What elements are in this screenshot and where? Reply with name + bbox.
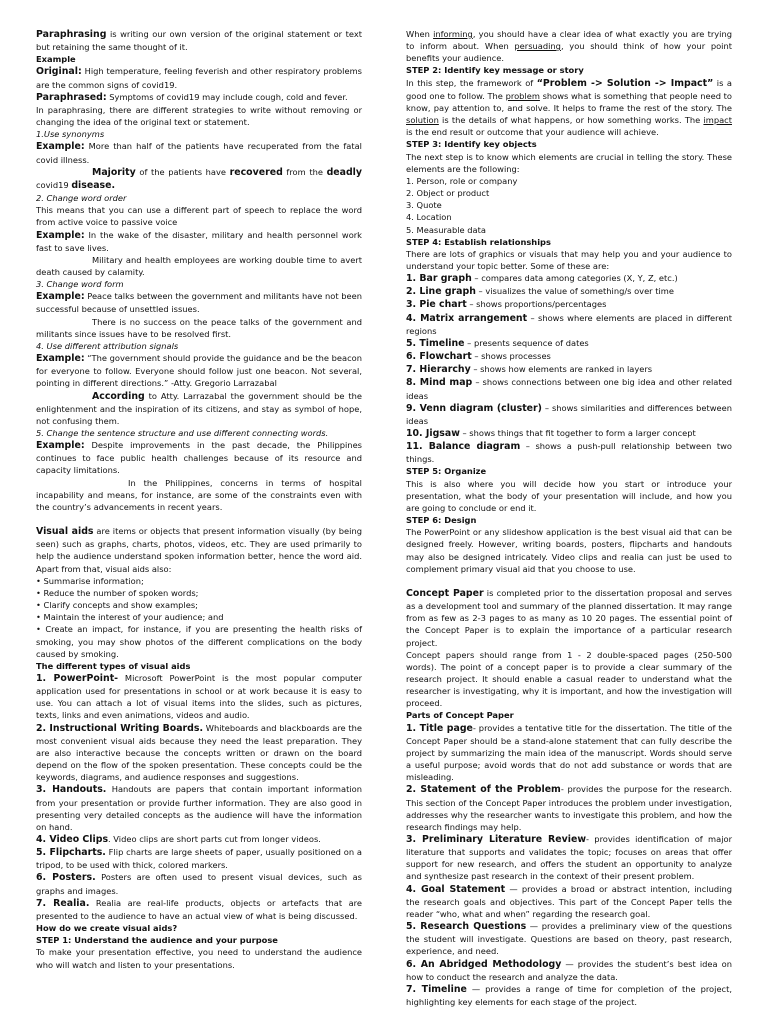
bold-text: 3. Handouts. <box>36 784 107 796</box>
text-run: To make your presentation effective, you need to understand the audience who will watch and listen to your presentations. <box>36 947 362 970</box>
text-run: - provides identification of major literature that supports and validates the topic; focuses on areas that offer support for new research, and offers the student an opportunity to analyze and synthesize past research in the context of their present problem. <box>406 834 732 882</box>
paragraph <box>36 934 362 946</box>
paragraph <box>406 958 732 983</box>
underlined-text: informing <box>433 29 473 39</box>
text-run: • Maintain the interest of your audience; and <box>36 612 224 623</box>
bold-text: How do we create visual aids? <box>36 923 178 934</box>
paragraph <box>406 722 732 784</box>
paragraph <box>406 298 732 311</box>
text-run: – shows connections between one big idea and other related ideas <box>406 377 732 401</box>
text-run: from the <box>282 166 327 177</box>
bold-text: 11. Balance diagram <box>406 441 521 453</box>
text-run: – visualizes the value of something/s over time <box>475 286 674 297</box>
bold-text: 2. Instructional Writing Boards. <box>36 722 204 734</box>
paragraph <box>406 478 732 514</box>
text-run: — provides a preliminary view of the questions the student will investigate. Questions are based on theory, past research, experience, and need. <box>406 921 732 957</box>
bold-text: STEP 1: Understand the audience and your purpose <box>36 935 278 946</box>
paragraph <box>406 783 732 833</box>
bold-text: 10. Jigsaw <box>406 428 460 439</box>
underlined-text: persuading <box>514 41 561 52</box>
text-run: Military and health employees are working double time to avert death caused by calamity. <box>36 254 362 277</box>
text-run: – shows similarities and differences between ideas <box>406 402 732 426</box>
paragraph <box>36 922 362 934</box>
bold-text: 7. Timeline <box>406 983 467 995</box>
bold-text: 1. Title page <box>406 722 473 734</box>
bold-text: Visual aids <box>36 526 94 538</box>
text-run: The next step is to know which elements are crucial in telling the story. These elements are the following: <box>406 151 732 174</box>
paragraph <box>36 290 362 315</box>
underlined-text: solution <box>406 115 439 126</box>
paragraph <box>36 897 362 922</box>
bold-text: Concept Paper <box>406 587 484 599</box>
paragraph <box>406 465 732 477</box>
bold-text: Paraphrasing <box>36 29 107 40</box>
bold-text: 4. Video Clips <box>36 834 109 845</box>
paragraph <box>36 846 362 871</box>
text-run: High temperature, feeling feverish and other respiratory problems are the common signs of covid19. <box>36 66 362 90</box>
bold-text: According <box>92 390 145 402</box>
bold-text: Example: <box>36 141 85 153</box>
text-run: There is no success on the peace talks of the government and militants since issues have to be resolved first. <box>36 316 362 339</box>
bold-text: recovered <box>229 166 283 178</box>
bold-text: STEP 6: Design <box>406 515 477 526</box>
text-run: – shows how elements are ranked in layers <box>470 364 653 375</box>
paragraph <box>406 427 732 440</box>
text-run: – presents sequence of dates <box>464 337 589 348</box>
paragraph <box>36 477 362 513</box>
bold-text: Example: <box>36 229 85 241</box>
bold-text: Majority <box>92 166 136 178</box>
text-run: – compares data among categories (X, Y, Z, etc.) <box>471 273 678 284</box>
paragraph <box>406 514 732 526</box>
bold-text: 8. Mind map <box>406 377 473 389</box>
text-run: — provides a broad or abstract intention, including the research goals and objectives. This part of the Concept Paper tells the reader “who, what and when” regarding the research goal. <box>406 883 732 919</box>
bold-text: Example: <box>36 440 85 452</box>
text-run: is the end result or outcome that your audience will achieve. <box>406 127 659 138</box>
paragraph <box>36 352 362 389</box>
paragraph <box>36 722 362 784</box>
paragraph <box>406 211 732 223</box>
paragraph <box>406 236 732 248</box>
bold-text: deadly <box>326 166 362 178</box>
italic-text: 2. Change word order <box>36 193 127 204</box>
paragraph <box>406 199 732 211</box>
text-run: 4. Location <box>406 212 452 223</box>
text-run: Whiteboards and blackboards are the most convenient visual aids because they need the least preparation. They are also interactive because the concepts written or drawn on the board depend on the flow of the spoken presentation. These concepts could be the keywords, diagrams, and audience responses and suggestions. <box>36 722 362 783</box>
paragraph <box>36 192 362 204</box>
text-run: — provides a range of time for completion of the project, highlighting key elements for each stage of the project. <box>406 983 732 1008</box>
text-run: covid19 <box>36 179 72 190</box>
text-run: is the details of what happens, or how something works. The <box>438 115 704 126</box>
paragraph <box>406 64 732 76</box>
paragraph <box>36 833 362 846</box>
text-run: Concept papers should range from 1 - 2 double-spaced pages (250-500 words). The point of a concept paper is to provide a clear summary of the research project. It should enable a casual reader to understand what the researcher is investigating, why it is important, and how the investigation will proceed. <box>406 649 732 709</box>
text-run: – shows things that fit together to form a larger concept <box>459 428 696 438</box>
paragraph <box>406 709 732 721</box>
paragraph <box>406 402 732 427</box>
paragraph <box>36 946 362 970</box>
bold-text: 4. Matrix arrangement <box>406 312 528 324</box>
text-run: There are lots of graphics or visuals that may help you and your audience to understand your topic better. Some of these are: <box>406 248 732 271</box>
bold-text: STEP 3: Identify key objects <box>406 139 537 150</box>
paragraph <box>36 28 362 53</box>
text-run: . Video clips are short parts cut from longer videos. <box>108 834 321 844</box>
paragraph <box>406 175 732 187</box>
paragraph <box>36 340 362 352</box>
text-run: , you should think of how your point benefits your audience. <box>406 41 732 64</box>
text-run: When <box>406 29 434 39</box>
left-column <box>36 28 362 971</box>
text-run: Flip charts are large sheets of paper, usually positioned on a tripod, to be used with thick, colored markers. <box>36 847 362 871</box>
bold-text: 4. Goal Statement <box>406 883 506 895</box>
text-run: , you should have a clear idea of what exactly you are trying to inform about. When <box>406 29 732 52</box>
paragraph <box>36 316 362 340</box>
bold-text: “Problem -> Solution -> Impact” <box>536 77 714 89</box>
paragraph <box>406 363 732 376</box>
paragraph <box>406 337 732 350</box>
paragraph <box>36 254 362 278</box>
bold-text: 6. Posters. <box>36 872 96 884</box>
bold-text: 7. Realia. <box>36 897 90 909</box>
paragraph <box>36 599 362 611</box>
text-run: is a good one to follow. The <box>406 77 732 101</box>
paragraph <box>406 526 732 575</box>
text-run: This is also where you will decide how you start or introduce your presentation, what the body of your presentation will include, and how you are going to conclude or end it. <box>406 478 732 513</box>
paragraph <box>36 660 362 672</box>
text-run: This means that you can use a different part of speech to replace the word from active voice to passive voice <box>36 205 362 228</box>
paragraph <box>36 611 362 623</box>
text-run: Symptoms of covid19 may include cough, cold and fever. <box>106 91 348 102</box>
section-gap <box>36 513 362 525</box>
text-run: Handouts are papers that contain important information from your presentation or provide further information. They are also good in presenting very detailed concepts as the audience will have the information on hand. <box>36 784 362 832</box>
paragraph <box>406 440 732 465</box>
paragraph <box>36 140 362 165</box>
text-run: are items or objects that present information visually (by being seen) such as graphs, charts, photos, videos, etc. They are used primarily to help the audience understand spoken information better, hence the word aid. Apart from that, visual aids also: <box>36 526 362 574</box>
text-run: Peace talks between the government and militants have not been successful because of unsettled issues. <box>36 291 362 315</box>
text-run: – shows a push-pull relationship between two things. <box>406 441 732 465</box>
bold-text: 1. PowerPoint- <box>36 672 119 684</box>
bold-text: 9. Venn diagram (cluster) <box>406 402 542 414</box>
paragraph <box>406 28 732 64</box>
text-run: In paraphrasing, there are different strategies to write without removing or changing the idea of the original text or statement. <box>36 104 362 128</box>
text-run: to Atty. Larrazabal the government should be the enlightenment and the inspiration of its citizens, and stay as symbol of hope, not confusing them. <box>36 390 362 426</box>
bold-text: Paraphrased: <box>36 91 107 103</box>
text-run: • Summarise information; <box>36 575 144 586</box>
paragraph <box>406 883 732 920</box>
bold-text: 3. Preliminary Literature Review <box>406 834 586 845</box>
paragraph <box>406 350 732 363</box>
bold-text: 5. Flipcharts. <box>36 847 106 859</box>
text-run: – shows where elements are placed in different regions <box>406 312 732 336</box>
text-run: In the wake of the disaster, military and health personnel work fast to save lives. <box>36 229 362 253</box>
bold-text: Example: <box>36 353 85 365</box>
text-run: In this step, the framework of <box>406 77 537 88</box>
bold-text: Example: <box>36 291 85 303</box>
text-run: Microsoft PowerPoint is the most popular computer application used for presentations in school or at work because it is easy to use. You can attach a lot of visual items into the slides, such as pictures, texts, links and even animations, videos and audio. <box>36 672 362 721</box>
paragraph <box>406 833 732 883</box>
text-run: Posters are often used to present visual devices, such as graphs and images. <box>36 872 362 896</box>
text-run: In the Philippines, concerns in terms of hospital incapability and means, for instance, are some of the constraints even with the country’s advancements in recent years. <box>36 477 362 512</box>
bold-text: STEP 5: Organize <box>406 466 487 477</box>
text-run: Despite improvements in the past decade, the Philippines continues to face public health challenges because of its resource and capacity limitations. <box>36 440 362 476</box>
bold-text: 5. Timeline <box>406 337 465 349</box>
text-run: 5. Measurable data <box>406 224 486 235</box>
paragraph <box>36 53 362 65</box>
paragraph <box>406 312 732 337</box>
paragraph <box>36 672 362 722</box>
bold-text: 7. Hierarchy <box>406 364 471 376</box>
text-run: More than half of the patients have recuperated from the fatal covid illness. <box>36 141 362 165</box>
text-run: of the patients have <box>135 166 230 177</box>
right-column <box>406 28 732 1008</box>
bold-text: 2. Statement of the Problem <box>406 784 561 796</box>
text-run: – shows proportions/percentages <box>466 299 607 310</box>
paragraph <box>36 439 362 476</box>
paragraph <box>36 390 362 427</box>
paragraph <box>36 278 362 290</box>
text-run: 1. Person, role or company <box>406 175 518 186</box>
underlined-text: impact <box>703 115 732 126</box>
italic-text: 5. Change the sentence structure and use different connecting words. <box>36 428 329 438</box>
paragraph <box>406 272 732 285</box>
paragraph <box>36 166 362 192</box>
bold-text: Example <box>36 54 76 65</box>
paragraph <box>36 427 362 439</box>
paragraph <box>36 525 362 575</box>
paragraph <box>406 587 732 649</box>
paragraph <box>36 128 362 140</box>
paragraph <box>406 649 732 710</box>
italic-text: 3. Change word form <box>36 279 124 290</box>
text-run: 2. Object or product <box>406 188 490 199</box>
bold-text: 2. Line graph <box>406 286 476 298</box>
bold-text: Parts of Concept Paper <box>406 710 514 721</box>
bold-text: 6. An Abridged Methodology <box>406 958 562 970</box>
text-run: shows what is something that people need to know, pay attention to, and solve. It helps to frame the rest of the story. The <box>406 90 732 113</box>
paragraph <box>406 138 732 150</box>
paragraph <box>36 783 362 833</box>
paragraph <box>36 91 362 104</box>
text-run: • Create an impact, for instance, if you are presenting the health risks of smoking, you may show photos of the different complications on the body caused by smoking. <box>36 624 362 659</box>
text-run: is completed prior to the dissertation proposal and serves as a development tool and summary of the planned dissertation. It may range from as few as 2-3 pages to as many as 10 20 pages. The essential point of the Concept Paper is to explain the importance of a particular research project. <box>406 587 733 648</box>
bold-text: Original: <box>36 66 82 78</box>
text-run: • Clarify concepts and show examples; <box>36 600 198 611</box>
paragraph <box>36 575 362 587</box>
paragraph <box>36 871 362 896</box>
text-run: – shows processes <box>471 351 551 362</box>
italic-text: 1.Use synonyms <box>36 129 105 140</box>
paragraph <box>406 77 732 139</box>
underlined-text: problem <box>505 90 540 101</box>
bold-text: 5. Research Questions <box>406 921 527 933</box>
text-run: - provides the purpose for the research. This section of the Concept Paper introduces the problem under investigation, addresses why the researcher wants to investigate this problem, and how the research findings may help. <box>406 784 733 832</box>
paragraph <box>406 224 732 236</box>
paragraph <box>406 983 732 1008</box>
bold-text: disease. <box>71 179 116 191</box>
italic-text: 4. Use different attribution signals <box>36 340 179 351</box>
paragraph <box>36 623 362 659</box>
text-run: • Reduce the number of spoken words; <box>36 587 199 598</box>
bold-text: STEP 2: Identify key message or story <box>406 65 584 76</box>
bold-text: 3. Pie chart <box>406 299 467 311</box>
bold-text: The different types of visual aids <box>36 660 191 671</box>
text-run: The PowerPoint or any slideshow application is the best visual aid that can be designed freely. However, writing boards, posters, flipcharts and handouts may also be designed intricately. Video clips and realia can just be used to complement primary visual aid that you choose to use. <box>406 527 732 574</box>
paragraph <box>36 587 362 599</box>
paragraph <box>406 248 732 272</box>
bold-text: 6. Flowchart <box>406 351 472 363</box>
text-run: 3. Quote <box>406 200 442 211</box>
paragraph <box>36 204 362 228</box>
section-gap <box>406 575 732 587</box>
paragraph <box>406 285 732 298</box>
paragraph <box>406 920 732 957</box>
paragraph <box>406 187 732 199</box>
text-run: Realia are real-life products, objects or artefacts that are presented to the audience to have an actual view of what is being discussed. <box>36 897 362 921</box>
paragraph <box>36 229 362 254</box>
text-run: “The government should provide the guidance and be the beacon for everyone to follow. Everyone should follow just one beacon. Not several, pointing in different directions.” -Atty. Gregorio Larrazabal <box>36 353 362 389</box>
paragraph <box>406 151 732 175</box>
paragraph <box>36 104 362 128</box>
bold-text: 1. Bar graph <box>406 273 472 285</box>
text-run: - provides a tentative title for the dissertation. The title of the Concept Paper should be a stand-alone statement that can fully describe the project by summarizing the main idea of the manuscript. Words should serve a useful purpose; avoid words that do not add substance or words that are misleading. <box>406 722 732 783</box>
paragraph <box>406 376 732 401</box>
paragraph <box>36 65 362 90</box>
bold-text: STEP 4: Establish relationships <box>406 236 551 247</box>
text-run: is writing our own version of the original statement or text but retaining the same thought of it. <box>36 29 362 53</box>
text-run: — provides the student’s best idea on how to conduct the research and analyze the data. <box>406 958 733 982</box>
